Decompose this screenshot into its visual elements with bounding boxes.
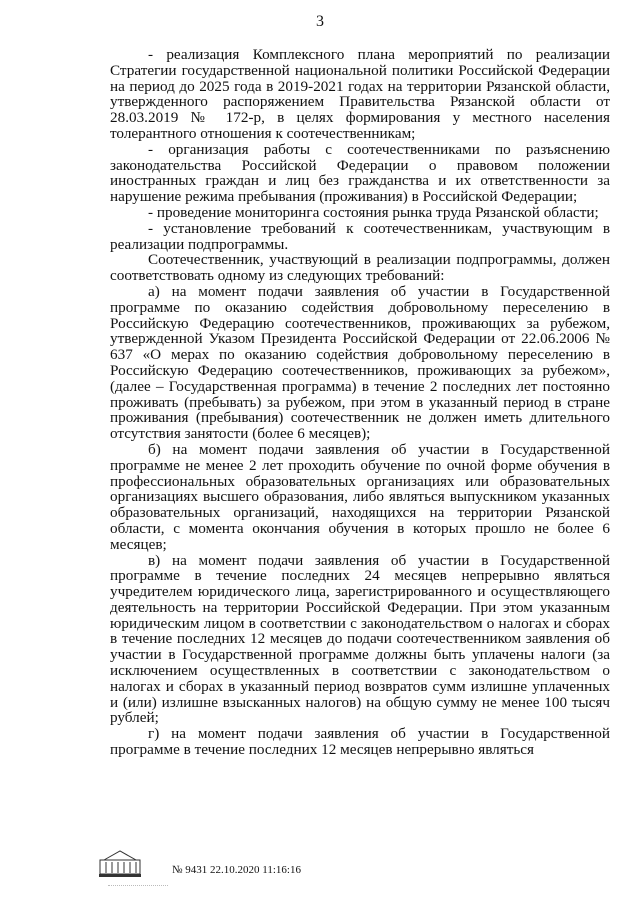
paragraph-item-g: г) на момент подачи заявления об участии в Государственной программе в течение последних 12 месяцев непрерывно являться	[110, 725, 610, 759]
document-body	[110, 47, 610, 758]
paragraph-bullet-monitoring: - проведение мониторинга состояния рынка труда Рязанской области;	[148, 203, 599, 221]
paragraph-bullet-plan: - реализация Комплексного плана мероприятий по реализации Стратегии государственной национальной политики Российской Федерации на период до 2025 года в 2019-2021 годах на территории Рязанской области, утвержденного распоряжением Правительства Рязанской области от 28.03.2019 № 172-р, в целях формирования у местного населения толерантного отношения к соотечественникам;	[110, 46, 610, 142]
paragraph-bullet-requirements: - установление требований к соотечественникам, участвующим в реализации подпрограммы.	[110, 219, 610, 253]
paragraph-item-b: б) на момент подачи заявления об участии в Государственной программе не менее 2 лет проходить обучение по очной форме обучения в профессиональных образовательных организациях или образовательных организациях высшего образования, либо являться выпускником указанных образовательных организаций, находящихся на территории Рязанской области, с момента окончания обучения в которых прошло не более 6 месяцев;	[110, 440, 610, 553]
paragraph-bullet-legislation: - организация работы с соотечественниками по разъяснению законодательства Российской Федерации о правовом положении иностранных граждан и лиц без гражданства и их ответственности за нарушение режима пребывания (проживания) в Российской Федерации;	[110, 140, 610, 206]
page-number: 3	[316, 13, 324, 30]
paragraph-intro-requirements: Соотечественник, участвующий в реализации подпрограммы, должен соответствовать одному из следующих требований:	[110, 251, 610, 285]
paragraph-item-a: а) на момент подачи заявления об участии в Государственной программе по оказанию содействия добровольному переселению в Российскую Федерацию соотечественников, проживающих за рубежом, утвержденной Указом Президента Российской Федерации от 22.06.2006 № 637 «О мерах по оказанию содействия добровольному переселению в Российскую Федерацию соотечественников, проживающих за рубежом», (далее – Государственная программа) в течение 2 последних лет постоянно проживать (пребывать) за рубежом, при этом в указанный период в стране проживания (пребывания) соотечественник не должен иметь длительного отсутствия занятости (более 6 месяцев);	[110, 282, 610, 443]
building-logo-icon	[98, 848, 142, 878]
document-stamp: № 9431 22.10.2020 11:16:16	[172, 864, 301, 876]
scan-noise	[108, 885, 168, 892]
paragraph-item-v: в) на момент подачи заявления об участии в Государственной программе в течение последних 24 месяцев непрерывно являться учредителем юридического лица, зарегистрированного и осуществляющего деятельность на территории Российской Федерации. При этом указанным юридическим лицом в соответствии с законодательством о налогах и сборах в течение последних 12 месяцев до подачи соотечественником заявления об участии в Государственной программе должны быть уплачены налоги (за исключением осуществленных в соответствии с законодательством о налогах и сборах в указанный период возвратов сумм излишне уплаченных и (или) излишне взысканных налогов) на общую сумму не менее 100 тысяч рублей;	[110, 551, 610, 727]
